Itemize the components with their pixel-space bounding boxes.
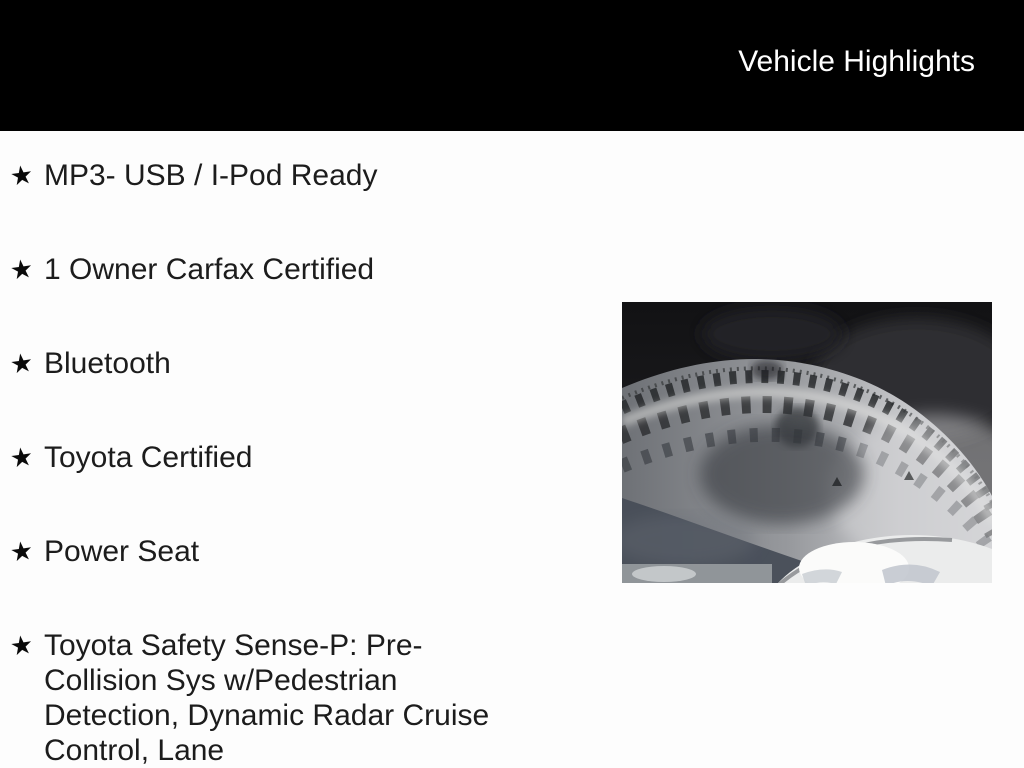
bullet-text: MP3- USB / I-Pod Ready [44,159,378,192]
bullet-text: Power Seat [44,535,200,568]
bullet-text: Bluetooth [44,347,171,380]
list-item [7,346,525,381]
star-bullet-icon: ★ [7,252,36,286]
bullet-text: Toyota Certified [44,441,253,474]
slide-title: Vehicle Highlights [738,45,975,78]
star-bullet-icon: ★ [7,346,36,380]
header-bar [0,0,1024,131]
list-item [7,628,525,768]
list-item [7,440,525,475]
bullet-text: Toyota Safety Sense-P: Pre-Collision Sys w/Pedestrian Detection, Dynamic Radar Cruise Control, Lane [44,629,490,767]
star-bullet-icon: ★ [7,440,36,474]
star-bullet-icon: ★ [7,158,36,192]
list-item [7,534,525,569]
tire-photo [622,302,992,583]
highlights-list [7,158,525,768]
list-item [7,158,525,193]
star-bullet-icon: ★ [7,628,36,662]
bullet-text: 1 Owner Carfax Certified [44,253,375,286]
tire-photo-illustration [622,302,992,583]
list-item [7,252,525,287]
star-bullet-icon: ★ [7,534,36,568]
